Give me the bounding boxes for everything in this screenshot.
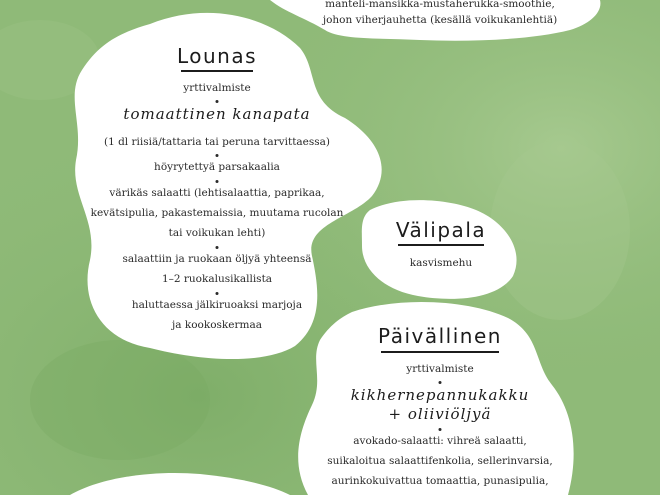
paivallinen-main-line2: + oliiviöljyä	[388, 405, 492, 423]
bullet-dot	[439, 381, 442, 384]
valipala-underline	[398, 244, 484, 246]
lounas-oil-line2: 1–2 ruokalusikallista	[161, 273, 273, 285]
bullet-dot	[216, 100, 219, 103]
lounas-dessert-line1: haluttaessa jälkiruoaksi marjoja	[131, 299, 303, 311]
bullet-dot	[439, 428, 442, 431]
paivallinen-heading: Päivällinen	[378, 324, 502, 348]
lounas-salad-line1: värikäs salaatti (lehtisalaattia, paprikaa,	[109, 187, 325, 199]
paivallinen-salad-line3: aurinkokuivattua tomaattia, punasipulia,	[331, 475, 549, 487]
watercolor-blot	[30, 340, 210, 460]
paivallinen-salad-line2: suikaloitua salaattifenkolia, sellerinvarsia,	[327, 455, 553, 467]
bullet-dot	[216, 292, 219, 295]
lounas-side: höyrytettyä parsakaalia	[154, 161, 280, 173]
valipala-heading: Välipala	[395, 218, 487, 242]
bullet-dot	[216, 154, 219, 157]
paivallinen-salad-line1: avokado-salaatti: vihreä salaatti,	[353, 435, 527, 447]
lounas-dessert-line2: ja kookoskermaa	[171, 319, 263, 331]
lounas-underline	[181, 70, 253, 72]
lounas-salad-line2: kevätsipulia, pakastemaissia, muutama rucolan	[90, 207, 344, 219]
watercolor-blot	[490, 140, 630, 320]
lounas-main-note: (1 dl riisiä/tattaria tai peruna tarvittaessa)	[103, 136, 331, 148]
lounas-starter: yrttivalmiste	[183, 82, 251, 94]
lounas-oil-line1: salaattiin ja ruokaan öljyä yhteensä	[122, 253, 312, 265]
bullet-dot	[216, 246, 219, 249]
top-smoothie-line2: johon viherjauhetta (kesällä voikukanlehtiä)	[322, 14, 558, 26]
lounas-salad-line3: tai voikukan lehti)	[168, 227, 266, 239]
bullet-dot	[216, 180, 219, 183]
lounas-heading: Lounas	[176, 44, 258, 68]
top-smoothie-line1: manteli-mansikka-mustaherukka-smoothie,	[325, 0, 555, 10]
paivallinen-starter: yrttivalmiste	[406, 363, 474, 375]
valipala-item: kasvismehu	[409, 257, 473, 269]
paivallinen-underline	[381, 351, 499, 353]
paivallinen-main-line1: kikhernepannukakku	[350, 386, 530, 404]
lounas-main-dish: tomaattinen kanapata	[123, 105, 311, 123]
